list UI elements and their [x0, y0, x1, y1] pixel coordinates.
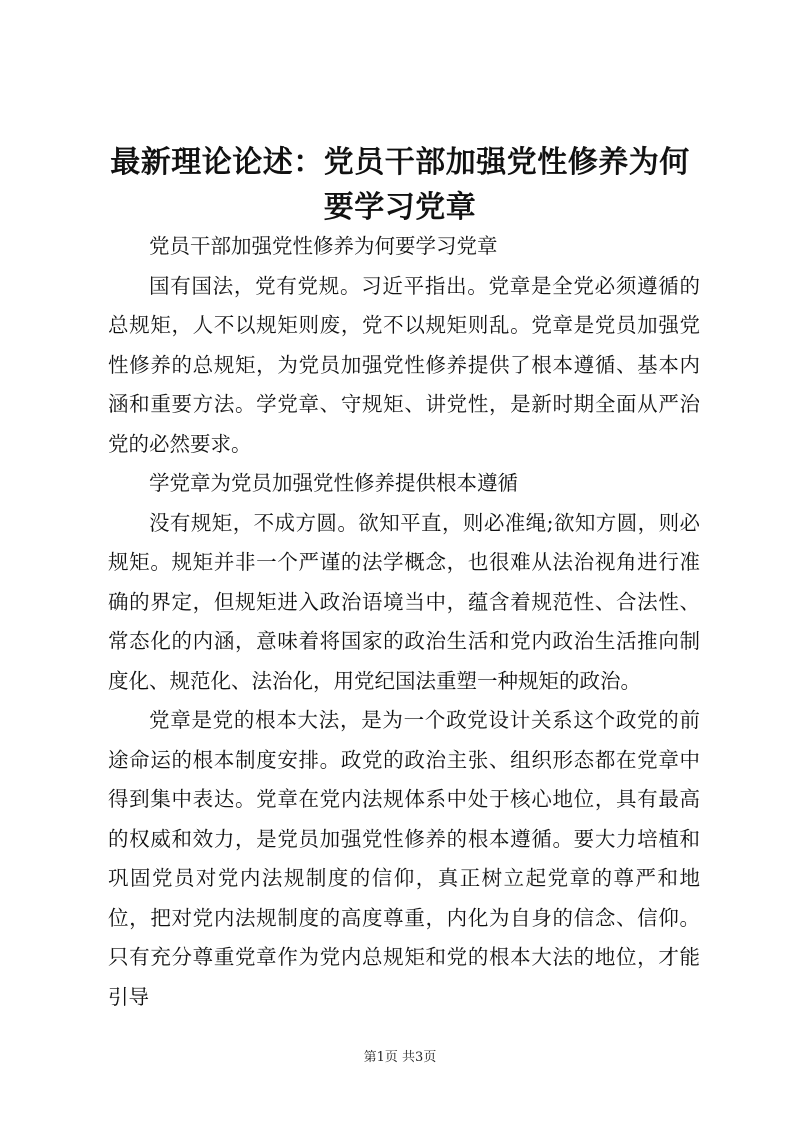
subheading-paragraph: 党员干部加强党性修养为何要学习党章: [149, 234, 498, 258]
document-body: [108, 227, 700, 1017]
document-title: 最新理论论述：党员干部加强党性修养为何要学习党章: [110, 145, 690, 225]
body-paragraph: 国有国法，党有党规。习近平指出。党章是全党必须遵循的总规矩，人不以规矩则废，党不以规矩则乱。党章是党员加强党性修养的总规矩，为党员加强党性修养提供了根本遵循、基本内涵和重要方法。学党章、守规矩、讲党性，是新时期全面从严治党的必然要求。: [108, 273, 700, 456]
page-footer: 第1页 共3页: [363, 1050, 437, 1065]
body-paragraph: 党章是党的根本大法，是为一个政党设计关系这个政党的前途命运的根本制度安排。政党的政治主张、组织形态都在党章中得到集中表达。党章在党内法规体系中处于核心地位，具有最高的权威和效力，是党员加强党性修养的根本遵循。要大力培植和巩固党员对党内法规制度的信仰，真正树立起党章的尊严和地位，把对党内法规制度的高度尊重，内化为自身的信念、信仰。只有充分尊重党章作为党内总规矩和党的根本大法的地位，才能引导: [108, 708, 700, 1009]
body-paragraph: 没有规矩，不成方圆。欲知平直，则必准绳;欲知方圆，则必规矩。规矩并非一个严谨的法学概念，也很难从法治视角进行准确的界定，但规矩进入政治语境当中，蕴含着规范性、合法性、常态化的内涵，意味着将国家的政治生活和党内政治生活推向制度化、规范化、法治化，用党纪国法重塑一种规矩的政治。: [108, 510, 700, 693]
subheading-paragraph: 学党章为党员加强党性修养提供根本遵循: [149, 471, 518, 495]
